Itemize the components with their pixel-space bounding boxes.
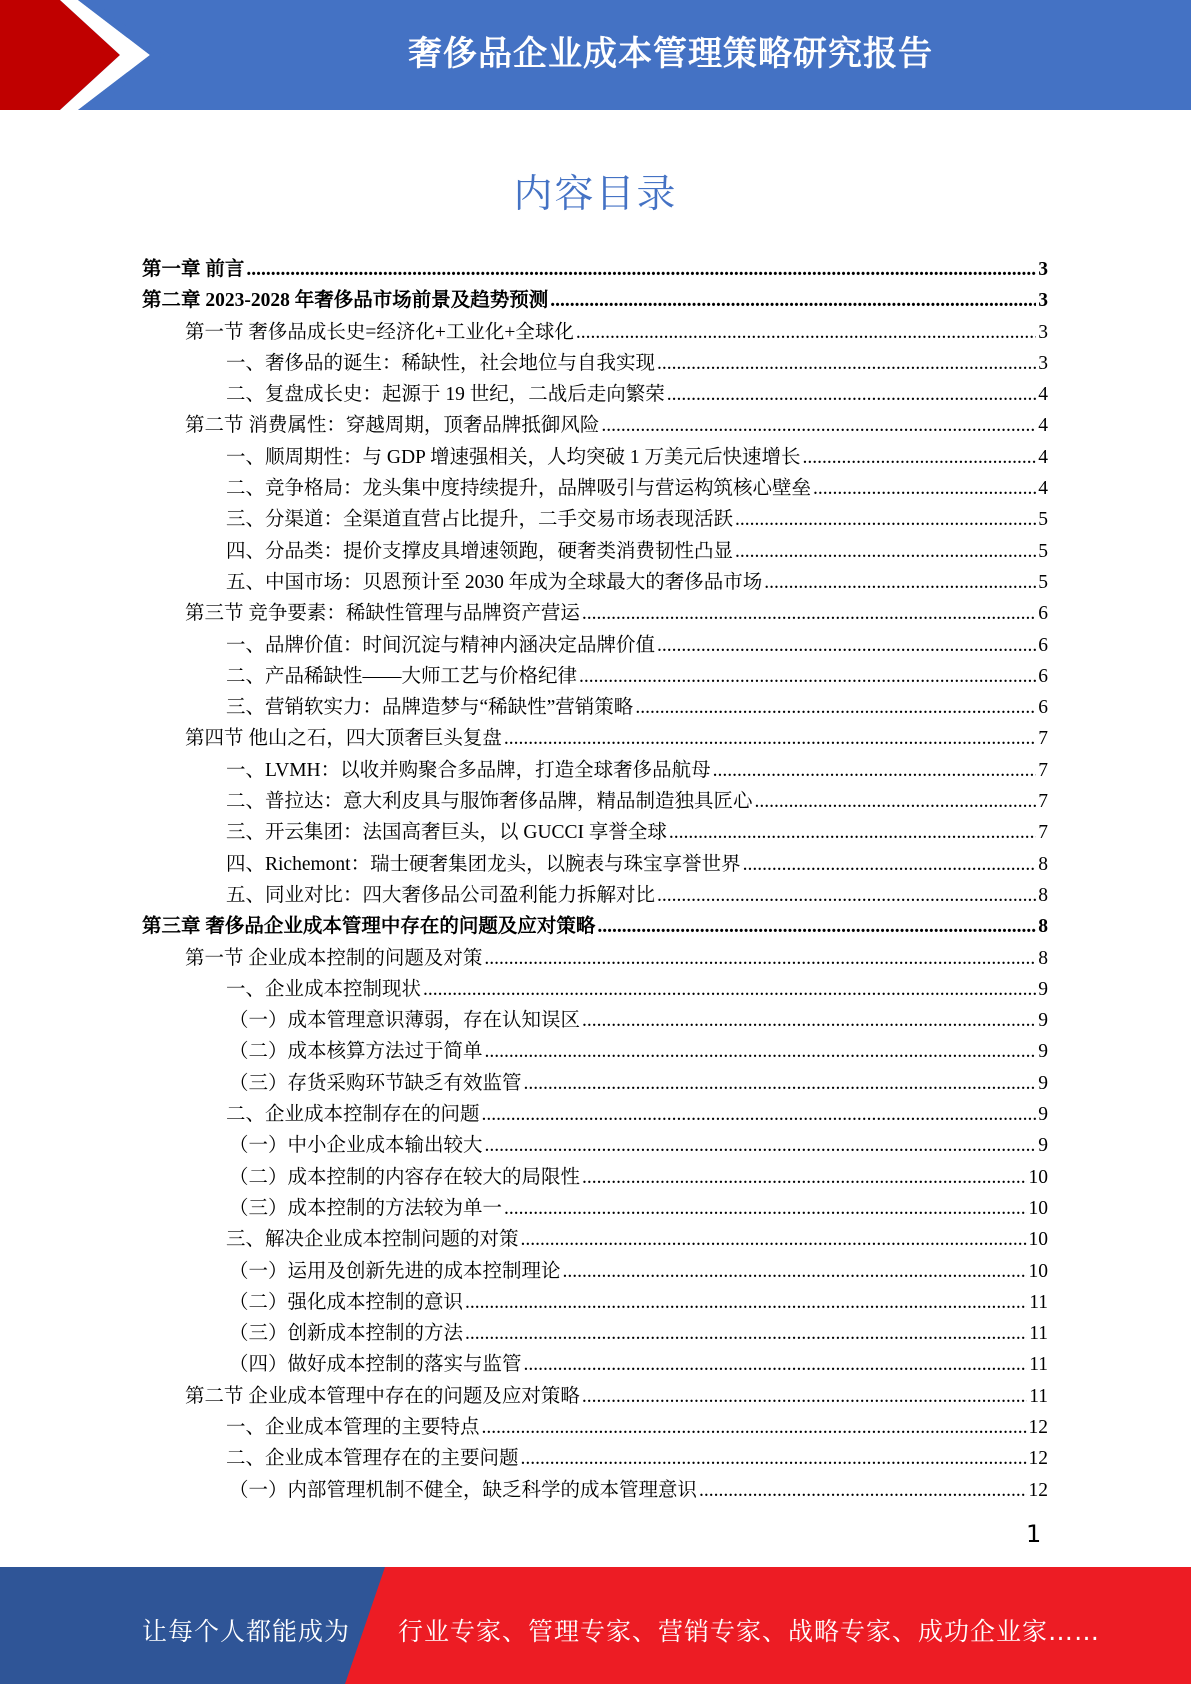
toc-entry[interactable] [142, 317, 1048, 348]
toc-entry[interactable] [142, 723, 1048, 754]
toc-entry-title: （一）运用及创新先进的成本控制理论 [229, 1260, 561, 1282]
toc-dot-leader [484, 943, 1036, 974]
toc-entry[interactable] [142, 1412, 1048, 1443]
toc-entry-page-number: 4 [1038, 384, 1048, 406]
toc-dot-leader [803, 442, 1037, 473]
toc-entry-title: 一、奢侈品的诞生：稀缺性，社会地位与自我实现 [226, 352, 656, 374]
toc-dot-leader [582, 1381, 1027, 1412]
toc-entry-title: 第二节 企业成本管理中存在的问题及应对策略 [185, 1385, 580, 1407]
toc-entry-page-number: 9 [1038, 978, 1048, 1000]
toc-entry-page-number: 4 [1038, 415, 1048, 437]
footer-slogan-left: 让每个人都能成为 [142, 1617, 351, 1646]
toc-dot-leader [601, 410, 1036, 441]
toc-entry-title: （三）创新成本控制的方法 [229, 1323, 464, 1345]
toc-entry-title: 三、开云集团：法国高奢巨头，以 GUCCI 享誉全球 [226, 822, 667, 844]
toc-entry-page-number: 9 [1038, 1010, 1048, 1032]
toc-entry[interactable] [142, 1068, 1048, 1099]
toc-entry-page-number: 10 [1028, 1229, 1048, 1251]
toc-dot-leader [755, 786, 1037, 817]
toc-entry-page-number: 6 [1038, 603, 1048, 625]
toc-entry-title: 一、LVMH：以收并购聚合多品牌，打造全球奢侈品航母 [226, 759, 711, 781]
report-title: 奢侈品企业成本管理策略研究报告 [408, 34, 933, 74]
toc-entry-page-number: 9 [1038, 1104, 1048, 1126]
toc-dot-leader [482, 1412, 1027, 1443]
toc-entry-title: 一、企业成本控制现状 [226, 978, 422, 1000]
toc-dot-leader [699, 1475, 1026, 1506]
toc-dot-leader [563, 1256, 1027, 1287]
toc-entry-page-number: 12 [1028, 1479, 1048, 1501]
toc-entry-page-number: 11 [1029, 1385, 1048, 1407]
toc-entry[interactable] [142, 536, 1048, 567]
toc-entry-title: 一、顺周期性：与 GDP 增速强相关，人均突破 1 万美元后快速增长 [226, 446, 801, 468]
toc-entry-title: 二、企业成本控制存在的问题 [226, 1104, 480, 1126]
toc-entry-title: 第一节 奢侈品成长史=经济化+工业化+全球化 [185, 321, 574, 343]
toc-entry-page-number: 7 [1038, 791, 1048, 813]
toc-entry[interactable] [142, 630, 1048, 661]
toc-dot-leader [521, 1443, 1027, 1474]
toc-entry[interactable] [142, 1224, 1048, 1255]
toc-dot-leader [485, 1036, 1037, 1067]
toc-entry-title: 二、竞争格局：龙头集中度持续提升，品牌吸引与营运构筑核心壁垒 [226, 478, 812, 500]
toc-entry-page-number: 8 [1038, 916, 1048, 938]
toc-dot-leader [582, 598, 1036, 629]
toc-entry-page-number: 9 [1038, 1072, 1048, 1094]
toc-dot-leader [504, 1193, 1026, 1224]
toc-entry-title: 第三节 竞争要素：稀缺性管理与品牌资产营运 [185, 603, 580, 625]
toc-entry-title: （四）做好成本控制的落实与监管 [229, 1354, 522, 1376]
toc-dot-leader [743, 849, 1037, 880]
toc-entry[interactable] [142, 567, 1048, 598]
toc-entry[interactable] [142, 974, 1048, 1005]
toc-dot-leader [657, 630, 1036, 661]
toc-entry-title: 第二节 消费属性：穿越周期，顶奢品牌抵御风险 [185, 415, 600, 437]
toc-entry-title: 二、产品稀缺性——大师工艺与价格纪律 [226, 665, 578, 687]
toc-dot-leader [246, 254, 1036, 285]
toc-entry[interactable] [142, 1162, 1048, 1193]
toc-entry-page-number: 6 [1038, 665, 1048, 687]
toc-entry-page-number: 11 [1029, 1323, 1048, 1345]
toc-dot-leader [521, 1224, 1027, 1255]
toc-entry-page-number: 10 [1028, 1166, 1048, 1188]
toc-entry-page-number: 6 [1038, 634, 1048, 656]
toc-dot-leader [764, 567, 1036, 598]
toc-entry[interactable] [142, 504, 1048, 535]
toc-dot-leader [504, 723, 1036, 754]
toc-entry-page-number: 8 [1038, 947, 1048, 969]
toc-entry-page-number: 8 [1038, 853, 1048, 875]
toc-entry-title: （二）成本核算方法过于简单 [229, 1041, 483, 1063]
toc-entry[interactable] [142, 348, 1048, 379]
toc-heading: 内容目录 [513, 172, 678, 217]
toc-entry[interactable] [142, 1318, 1048, 1349]
toc-entry[interactable] [142, 1256, 1048, 1287]
toc-entry[interactable] [142, 285, 1048, 316]
toc-dot-leader [524, 1349, 1028, 1380]
toc-dot-leader [669, 817, 1036, 848]
toc-entry[interactable] [142, 1036, 1048, 1067]
toc-entry[interactable] [142, 442, 1048, 473]
toc-entry[interactable] [142, 410, 1048, 441]
toc-entry-title: 第一章 前言 [142, 259, 245, 280]
toc-entry-title: 二、企业成本管理存在的主要问题 [226, 1448, 519, 1470]
toc-entry-page-number: 4 [1038, 478, 1048, 500]
toc-entry-page-number: 11 [1029, 1291, 1048, 1313]
toc-dot-leader [465, 1287, 1027, 1318]
toc-entry-page-number: 12 [1028, 1416, 1048, 1438]
header-banner [0, 0, 1191, 110]
toc-dot-leader [524, 1068, 1037, 1099]
toc-entry-page-number: 10 [1028, 1260, 1048, 1282]
toc-entry-title: 二、复盘成长史：起源于 19 世纪，二战后走向繁荣 [226, 384, 665, 406]
toc-entry[interactable] [142, 817, 1048, 848]
toc-entry[interactable] [142, 598, 1048, 629]
toc-entry-page-number: 9 [1038, 1041, 1048, 1063]
toc-entry[interactable] [142, 1099, 1048, 1130]
toc-entry[interactable] [142, 880, 1048, 911]
toc-entry-page-number: 7 [1038, 728, 1048, 750]
toc-entry-title: （一）成本管理意识薄弱，存在认知误区 [229, 1010, 581, 1032]
toc-dot-leader [597, 911, 1036, 942]
toc-entry-page-number: 4 [1038, 446, 1048, 468]
toc-entry[interactable] [142, 755, 1048, 786]
toc-entry[interactable] [142, 1381, 1048, 1412]
footer-slogan-right: 行业专家、管理专家、营销专家、战略专家、成功企业家…… [398, 1617, 1101, 1646]
toc-dot-leader [482, 1099, 1037, 1130]
toc-entry[interactable] [142, 1287, 1048, 1318]
toc-entry[interactable] [142, 1130, 1048, 1161]
toc-entry-title: 二、普拉达：意大利皮具与服饰奢侈品牌，精品制造独具匠心 [226, 791, 753, 813]
toc-entry-page-number: 6 [1038, 697, 1048, 719]
toc-entry-title: 三、解决企业成本控制问题的对策 [226, 1229, 519, 1251]
toc-entry-title: 第一节 企业成本控制的问题及对策 [185, 947, 483, 969]
toc-entry-page-number: 11 [1029, 1354, 1048, 1376]
toc-dot-leader [635, 692, 1036, 723]
toc-entry-title: （三）存货采购环节缺乏有效监管 [229, 1072, 522, 1094]
toc-entry-page-number: 5 [1038, 571, 1048, 593]
toc-entry[interactable] [142, 1349, 1048, 1380]
toc-dot-leader [582, 1162, 1026, 1193]
toc-entry-page-number: 12 [1028, 1448, 1048, 1470]
toc-entry-title: 第三章 奢侈品企业成本管理中存在的问题及应对策略 [142, 916, 596, 938]
toc-entry-page-number: 9 [1038, 1135, 1048, 1157]
toc-entry-page-number: 5 [1038, 509, 1048, 531]
toc-entry-title: 第四节 他山之石，四大顶奢巨头复盘 [185, 728, 502, 750]
toc-entry-title: 四、Richemont：瑞士硬奢集团龙头，以腕表与珠宝享誉世界 [226, 853, 741, 875]
table-of-contents [142, 254, 1048, 1506]
toc-entry-page-number: 5 [1038, 540, 1048, 562]
toc-entry-page-number: 3 [1038, 259, 1048, 280]
toc-dot-leader [582, 1005, 1036, 1036]
toc-dot-leader [657, 348, 1036, 379]
toc-dot-leader [579, 661, 1036, 692]
toc-entry[interactable] [142, 254, 1048, 285]
toc-entry-page-number: 8 [1038, 884, 1048, 906]
toc-entry-title: 五、同业对比：四大奢侈品公司盈利能力拆解对比 [226, 884, 656, 906]
toc-entry-page-number: 10 [1028, 1197, 1048, 1219]
toc-dot-leader [735, 504, 1036, 535]
toc-dot-leader [813, 473, 1036, 504]
toc-entry[interactable] [142, 786, 1048, 817]
toc-entry-title: 一、品牌价值：时间沉淀与精神内涵决定品牌价值 [226, 634, 656, 656]
page-number: 1 [1026, 1520, 1042, 1548]
toc-entry-title: 五、中国市场：贝恩预计至 2030 年成为全球最大的奢侈品市场 [226, 571, 763, 593]
toc-entry[interactable] [142, 1005, 1048, 1036]
toc-entry-title: （二）成本控制的内容存在较大的局限性 [229, 1166, 581, 1188]
toc-entry-title: （二）强化成本控制的意识 [229, 1291, 464, 1313]
toc-entry[interactable] [142, 692, 1048, 723]
toc-entry[interactable] [142, 379, 1048, 410]
toc-entry[interactable] [142, 849, 1048, 880]
toc-dot-leader [465, 1318, 1027, 1349]
toc-entry-title: 四、分品类：提价支撑皮具增速领跑，硬奢类消费韧性凸显 [226, 540, 734, 562]
toc-entry-page-number: 7 [1038, 759, 1048, 781]
toc-entry[interactable] [142, 1193, 1048, 1224]
toc-entry[interactable] [142, 473, 1048, 504]
toc-entry[interactable] [142, 661, 1048, 692]
toc-entry-page-number: 3 [1038, 352, 1048, 374]
toc-dot-leader [667, 379, 1036, 410]
toc-dot-leader [423, 974, 1036, 1005]
toc-entry[interactable] [142, 1443, 1048, 1474]
toc-entry-page-number: 7 [1038, 822, 1048, 844]
toc-entry-title: 三、分渠道：全渠道直营占比提升，二手交易市场表现活跃 [226, 509, 734, 531]
toc-entry-title: （三）成本控制的方法较为单一 [229, 1197, 503, 1219]
toc-dot-leader [713, 755, 1037, 786]
footer-banner [0, 1567, 1191, 1684]
toc-entry-title: 第二章 2023-2028 年奢侈品市场前景及趋势预测 [142, 290, 549, 312]
toc-entry[interactable] [142, 1475, 1048, 1506]
toc-entry-page-number: 3 [1038, 321, 1048, 343]
toc-dot-leader [550, 285, 1036, 316]
toc-entry[interactable] [142, 911, 1048, 942]
toc-entry-page-number: 3 [1038, 290, 1048, 312]
toc-dot-leader [735, 536, 1036, 567]
toc-entry[interactable] [142, 943, 1048, 974]
toc-entry-title: 三、营销软实力：品牌造梦与“稀缺性”营销策略 [226, 697, 634, 719]
toc-entry-title: 一、企业成本管理的主要特点 [226, 1416, 480, 1438]
toc-dot-leader [657, 880, 1036, 911]
toc-entry-title: （一）中小企业成本输出较大 [229, 1135, 483, 1157]
toc-dot-leader [485, 1130, 1037, 1161]
toc-entry-title: （一）内部管理机制不健全，缺乏科学的成本管理意识 [229, 1479, 698, 1501]
toc-dot-leader [576, 317, 1036, 348]
